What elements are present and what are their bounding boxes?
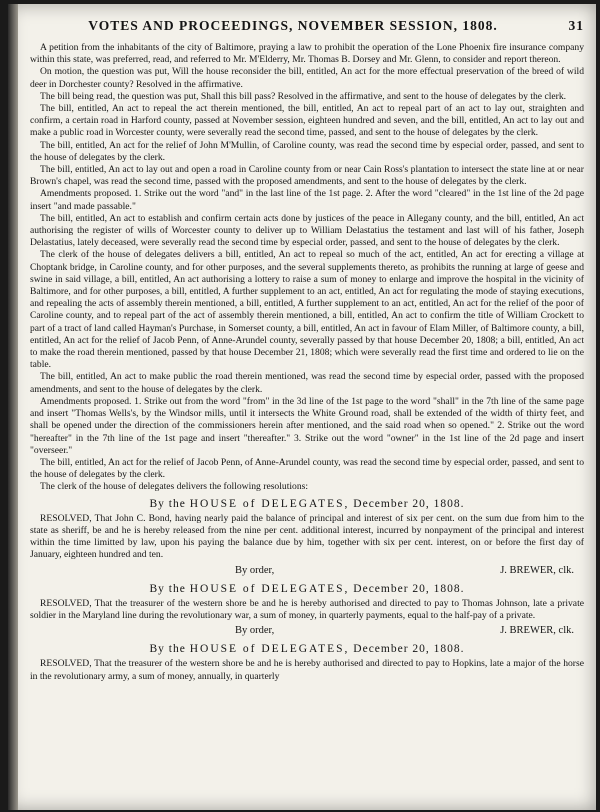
document-body	[30, 42, 584, 683]
heading-house: HOUSE of DELEGATES,	[189, 643, 350, 656]
heading-by: By the	[149, 643, 186, 656]
heading-date: December 20, 1808.	[353, 497, 465, 510]
resolution-heading	[30, 498, 584, 510]
heading-house: HOUSE of DELEGATES,	[189, 497, 350, 510]
document-page	[8, 4, 596, 810]
page-number: 31	[568, 18, 584, 33]
resolution-text: RESOLVED, That the treasurer of the western shore be and he is hereby authorised and directed to pay to Hopkins, late a major of the horse in the revolutionary army, a sum of money, annually, in quarterly	[30, 658, 584, 682]
resolution-heading	[30, 583, 584, 595]
paragraph: The bill, entitled, An act to make public the road therein mentioned, was read the second time by especial order, passed with the proposed amendments, and sent to the house of delegates by the clerk.	[30, 371, 584, 395]
paragraph: The bill being read, the question was put, Shall this bill pass? Resolved in the affirmative, and sent to the house of delegates by the clerk.	[40, 90, 567, 102]
paragraph: A petition from the inhabitants of the city of Baltimore, praying a law to prohibit the operation of the Lone Phoenix fire insurance company within this state, was preferred, read, and referred to Mr. M'Elderry, Mr. Thomas B. Dorsey and Mr. Glenn, to consider and report thereon.	[30, 42, 584, 66]
paragraph: The clerk of the house of delegates delivers a bill, entitled, An act to repeal so much of the act, entitled, An act for erecting a village at Choptank bridge, in Caroline county, and for other purposes, and the several supplements thereto, as prohibits the running at large of geese and swine in said village, a bill, entitled, An act authorising a lottery to raise a sum of money to enlarge and improve the hospital in the vicinity of Baltimore, and for other purposes, a bill, entitled, A further supplement to an act, entitled, An act for regulating the mode of staying executions, and repealing the acts of assembly therein mentioned, a bill, entitled, A further supplement to an act, entitled, An act for the relief of the poor of Caroline county, and to repeal part of the act of assembly therein mentioned, a bill, entitled, An act to confirm the title of William Crockett to part of a tract of land called Hayman's Purchase, in Somerset county, a bill, entitled, An act in favour of Elam Miller, of Baltimore county, a bill, entitled, An act for the relief of Jacob Penn, of Anne-Arundel county, severally passed by that house December 20, 1808; a bill, entitled, An act to make the road therein mentioned, passed by that house December 21, 1808; which were severally read the first time and ordered to lie on the table.	[30, 249, 584, 371]
resolution-text: RESOLVED, That the treasurer of the western shore be and he is hereby authorised and directed to pay to Thomas Johnson, late a private soldier in the Maryland line during the revolutionary war, a sum of money, in quarterly payments, equal to the half-pay of a private.	[30, 597, 584, 621]
resolution-text: RESOLVED, That John C. Bond, having nearly paid the balance of principal and interest of six per cent. on the sum due from him to the state as sheriff, be and he is hereby released from the nine per cent. additional interest, incurred by nonpayment of the principal and interest within the time limitted by law, upon his paying the balance due by him, together with six per cent. interest, on or before the first day of January, eighteen hundred and ten.	[30, 512, 584, 561]
heading-by: By the	[149, 582, 186, 595]
signer: J. BREWER, clk.	[500, 625, 574, 637]
paragraph: Amendments proposed. 1. Strike out from the word "from" in the 3d line of the 1st page to the word "shall" in the 7th line of the same page and insert "Thomas Wells's, by the Windsor mills, until it intersects the White Ground road, shall be extended of the width of thirty feet, and shall be opened under the direction of the commissioners herein after mentioned, and the said road when so opened." 2. Strike out the word "hereafter" in the 7th line of the 1st page and insert "thereafter." 3. Strike out the word "owner" in the 1st line of the 2d page and insert "overseer."	[30, 395, 584, 456]
paragraph: The bill, entitled, An act to repeal the act therein mentioned, the bill, entitled, An act to repeal part of an act to lay out, straighten and confirm, a certain road in Harford county, passed at November session, eighteen hundred and seven, and the bill, entitled, An act to lay out and make a public road in Worcester county, were severally read the second time, passed, and sent to the house of delegates by the clerk.	[30, 103, 584, 139]
signer: J. BREWER, clk.	[500, 564, 574, 576]
signature-line	[30, 565, 584, 579]
page-header	[28, 18, 588, 38]
paragraph: The bill, entitled, An act to lay out and open a road in Caroline county from or near Cain Ross's plantation to intersect the state line at or near Brown's chapel, was read the second time, passed with the proposed amendments, and sent to the house of delegates by the clerk.	[30, 164, 584, 188]
binding-gutter	[8, 4, 18, 810]
paragraph: The clerk of the house of delegates delivers the following resolutions:	[40, 481, 309, 493]
heading-date: December 20, 1808.	[353, 582, 465, 595]
paragraph: Amendments proposed. 1. Strike out the word "and" in the last line of the 1st page. 2. After the word "cleared" in the 1st line of the 2d page insert "and made passable."	[30, 188, 584, 212]
heading-house: HOUSE of DELEGATES,	[189, 582, 350, 595]
signature-line	[30, 625, 584, 639]
resolution-heading	[30, 643, 584, 655]
paragraph: The bill, entitled, An act to establish and confirm certain acts done by justices of the peace in Allegany county, and the bill, entitled, An act authorising the register of wills of Worcester county to deliver up to William Delastatius the testament and last will of his father, Joseph Delastatius, lately deceased, were severally read the second time by especial order, passed, and sent to the house of delegates by the clerk.	[30, 212, 584, 249]
running-title: VOTES AND PROCEEDINGS, NOVEMBER SESSION, 1808.	[88, 18, 498, 33]
paragraph: The bill, entitled, An act for the relief of John M'Mullin, of Caroline county, was read the second time by especial order, passed, and sent to the house of delegates by the clerk.	[30, 139, 584, 163]
by-order: By order,	[235, 625, 275, 637]
by-order: By order,	[235, 564, 275, 576]
heading-by: By the	[149, 497, 186, 510]
paragraph: The bill, entitled, An act for the relief of Jacob Penn, of Anne-Arundel county, was read the second time by especial order, passed, and sent to the house of delegates by the clerk.	[30, 456, 584, 481]
paragraph: On motion, the question was put, Will the house reconsider the bill, entitled, An act for the more effectual preservation of the breed of wild deer in Dorchester county? Resolved in the affirmative.	[30, 66, 584, 90]
heading-date: December 20, 1808.	[353, 643, 465, 656]
